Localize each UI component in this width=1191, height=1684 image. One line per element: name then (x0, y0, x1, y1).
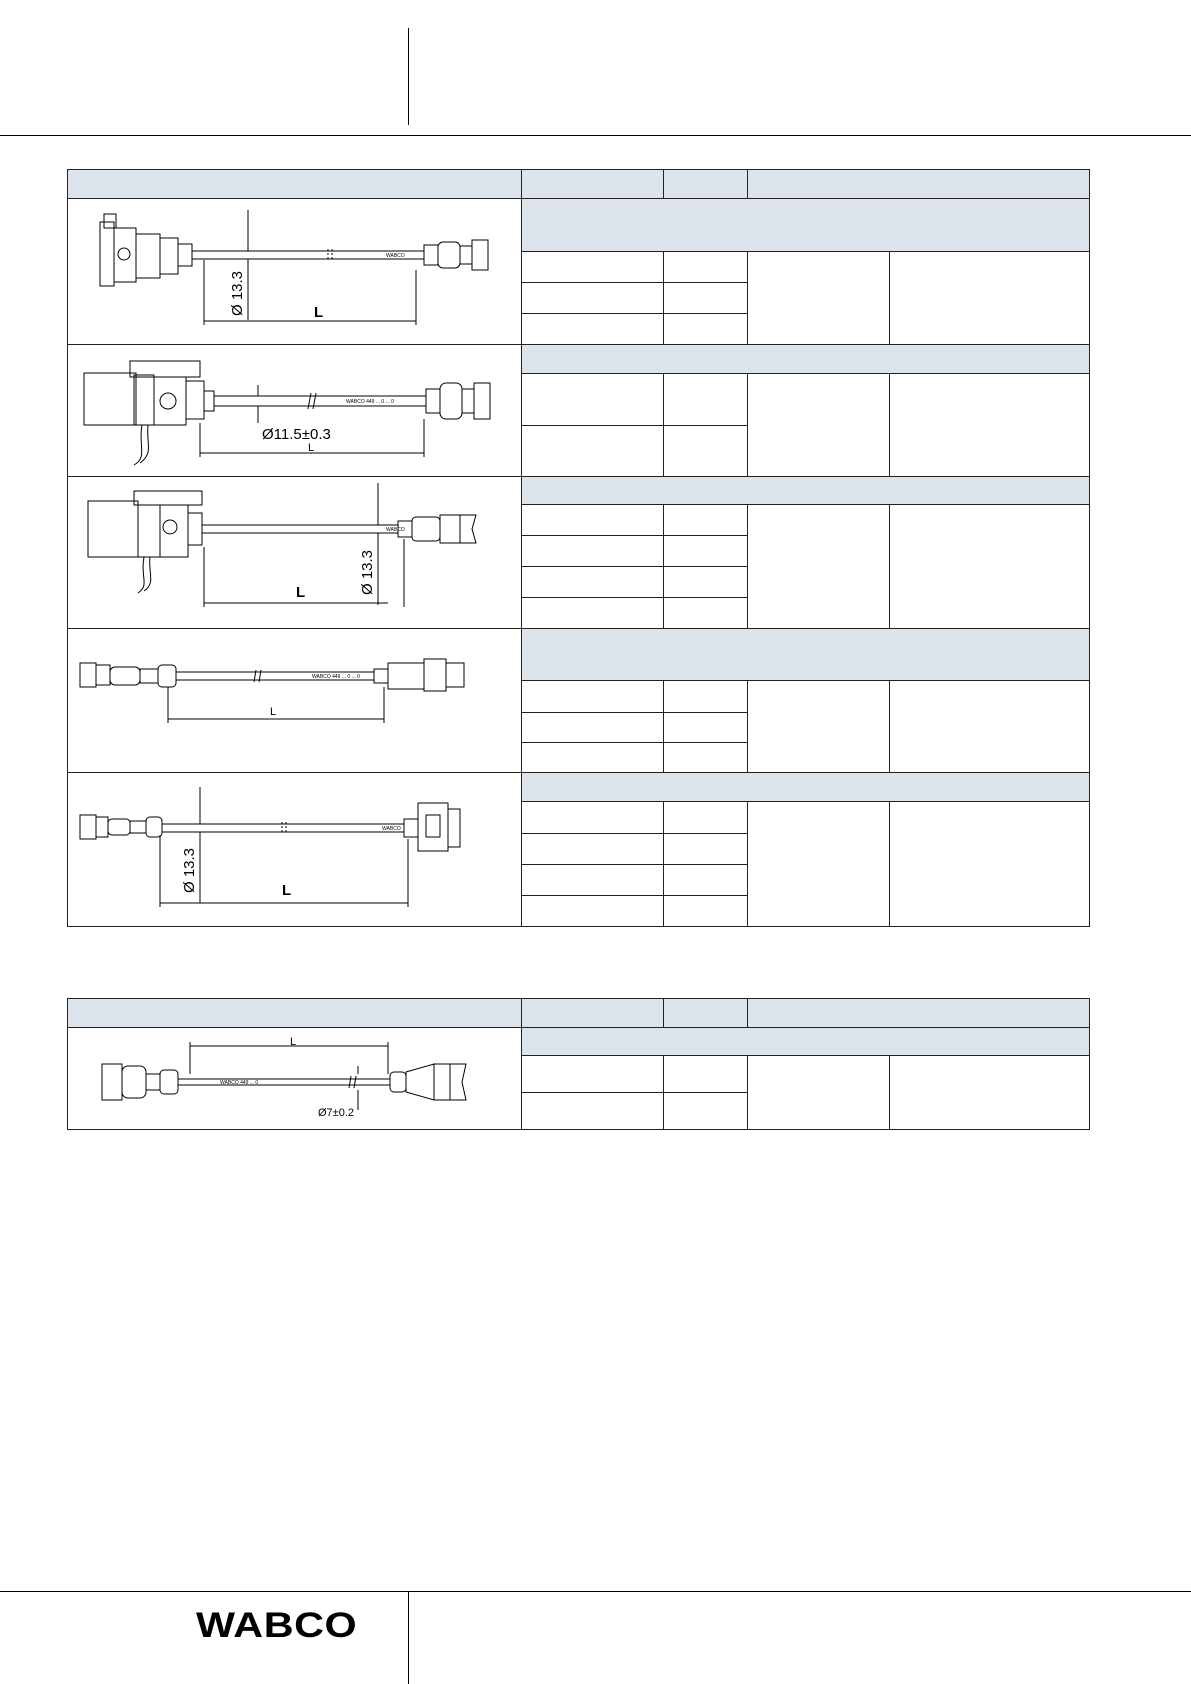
table-cell (522, 865, 664, 896)
header-cell-description (748, 170, 1090, 199)
length-label: L (270, 706, 277, 718)
table-cell (664, 505, 748, 536)
cable-table-2 (67, 998, 1090, 1130)
table-cell (890, 681, 1090, 773)
table-cell (522, 681, 664, 713)
table-cell (748, 505, 890, 629)
table-cell (890, 252, 1090, 345)
header-cell-length (664, 999, 748, 1028)
table-cell (664, 426, 748, 477)
table-cell (522, 252, 664, 283)
table-cell (664, 834, 748, 865)
table-cell (522, 1093, 664, 1130)
group-header-2 (522, 345, 1090, 374)
table-cell (890, 802, 1090, 927)
table-cell (522, 374, 664, 426)
cable-drawing-1 (68, 199, 522, 345)
diameter-label: Ø11.5±0.3 (262, 426, 331, 443)
length-label: L (290, 1036, 297, 1048)
cable-print-label: WABCO 449 ... 0 ... 0 (346, 399, 394, 405)
header-cell-drawing (68, 170, 522, 199)
table-header-row (68, 999, 1090, 1028)
table-cell (522, 713, 664, 743)
table-cell (664, 598, 748, 629)
table-cell (522, 743, 664, 773)
header-cell-part-number (522, 170, 664, 199)
diameter-label: Ø 13.3 (229, 270, 246, 316)
cable-drawing-2 (68, 345, 522, 477)
table-cell (890, 505, 1090, 629)
table-cell (664, 536, 748, 567)
diameter-label: Ø7±0.2 (318, 1107, 355, 1119)
length-label: L (282, 882, 292, 899)
table-cell (664, 1093, 748, 1130)
cable-drawing-4 (68, 629, 522, 773)
table-cell (748, 252, 890, 345)
cable-drawing-6 (68, 1028, 522, 1130)
group-header-6 (522, 1028, 1090, 1056)
cable-diagram-3 (68, 477, 522, 628)
table-cell (664, 283, 748, 314)
cable-drawing-3 (68, 477, 522, 629)
header-divider-vertical (408, 28, 409, 125)
table-cell (522, 505, 664, 536)
table-cell (522, 314, 664, 345)
table-cell (522, 896, 664, 927)
cable-diagram-2 (68, 345, 522, 476)
table-cell (890, 374, 1090, 477)
length-label: L (314, 303, 324, 321)
table-cell (664, 374, 748, 426)
cable-print-label: WABCO 449 ... 0 ... 0 (312, 674, 360, 680)
header-rule (0, 135, 1191, 136)
table-cell (890, 1056, 1090, 1130)
table-cell (664, 865, 748, 896)
group-header-1 (522, 199, 1090, 252)
cable-diagram-4 (68, 629, 522, 772)
header-cell-length (664, 170, 748, 199)
table-cell (522, 802, 664, 834)
table-cell (664, 802, 748, 834)
header-cell-drawing (68, 999, 522, 1028)
header-cell-description (748, 999, 1090, 1028)
table-cell (522, 536, 664, 567)
table-cell (522, 598, 664, 629)
table-cell (664, 743, 748, 773)
cable-table-1 (67, 169, 1090, 927)
table-cell (748, 681, 890, 773)
table-cell (664, 314, 748, 345)
cable-drawing-5 (68, 773, 522, 927)
table-cell (748, 802, 890, 927)
cable-print-label: WABCO (386, 252, 405, 259)
brand-logo: WABCO (196, 1606, 358, 1645)
group-header-3 (522, 477, 1090, 505)
table-cell (522, 426, 664, 477)
table-cell (664, 252, 748, 283)
table-cell (664, 567, 748, 598)
footer-divider-vertical (408, 1591, 409, 1684)
table-cell (748, 374, 890, 477)
table-cell (522, 834, 664, 865)
table-cell (664, 896, 748, 927)
table-cell (748, 1056, 890, 1130)
group-header-5 (522, 773, 1090, 802)
cable-print-label: WABCO (386, 527, 405, 533)
diameter-label: Ø 13.3 (181, 847, 198, 893)
table-cell (522, 283, 664, 314)
cable-diagram-6 (68, 1028, 522, 1129)
diameter-label: Ø 13.3 (359, 549, 376, 595)
table-cell (522, 1056, 664, 1093)
table-cell (522, 567, 664, 598)
table-cell (664, 1056, 748, 1093)
footer-rule (0, 1591, 1191, 1592)
table-header-row (68, 170, 1090, 199)
header-cell-part-number (522, 999, 664, 1028)
length-label: L (296, 584, 306, 601)
cable-diagram-5 (68, 773, 522, 926)
cable-print-label: WABCO (382, 826, 401, 832)
length-label: L (308, 442, 315, 454)
table-cell (664, 681, 748, 713)
table-cell (664, 713, 748, 743)
cable-diagram-1 (68, 200, 522, 344)
cable-print-label: WABCO 449 ... 0 (220, 1080, 259, 1086)
group-header-4 (522, 629, 1090, 681)
